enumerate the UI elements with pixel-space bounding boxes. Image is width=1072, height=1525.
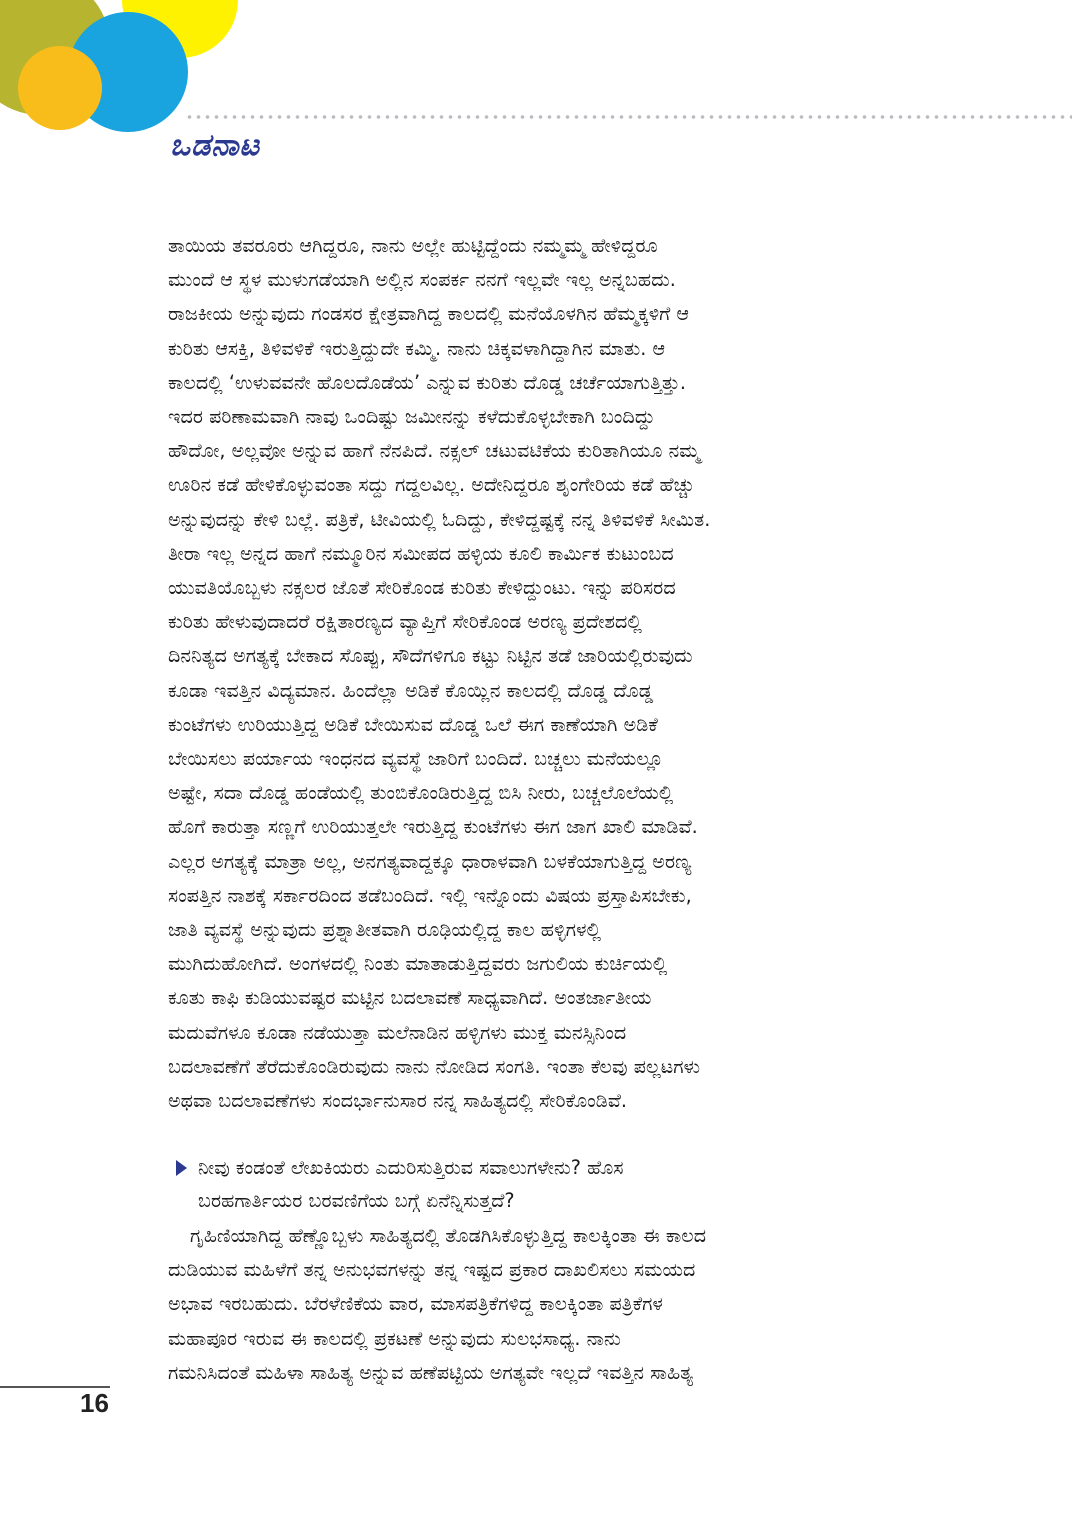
text-line: ಕಾಲದಲ್ಲಿ ‘ಉಳುವವನೇ ಹೊಲದೊಡೆಯ’ ಎನ್ನುವ ಕುರಿತು ದೊಡ್ಡ ಚರ್ಚೆಯಾಗುತ್ತಿತ್ತು. [168,370,686,394]
text-line: ಸಂಪತ್ತಿನ ನಾಶಕ್ಕೆ ಸರ್ಕಾರದಿಂದ ತಡೆಬಂದಿದೆ. ಇಲ್ಲಿ ಇನ್ನೊಂದು ವಿಷಯ ಪ್ರಸ್ತಾಪಿಸಬೇಕು, [168,883,692,907]
text-line: ಅಷ್ಟೇ, ಸದಾ ದೊಡ್ಡ ಹಂಡೆಯಲ್ಲಿ ತುಂಬಿಕೊಂಡಿರುತ್ತಿದ್ದ ಬಿಸಿ ನೀರು, ಬಚ್ಚಲೊಲೆಯಲ್ಲಿ [168,781,674,805]
text-line: ನೀವು ಕಂಡಂತೆ ಲೇಖಕಿಯರು ಎದುರಿಸುತ್ತಿರುವ ಸವಾಲುಗಳೇನು? ಹೊಸ [198,1156,624,1179]
text-line: ಬದಲಾವಣೆಗೆ ತೆರೆದುಕೊಂಡಿರುವುದು ನಾನು ನೋಡಿದ ಸಂಗತಿ. ಇಂತಾ ಕೆಲವು ಪಲ್ಲಟಗಳು [168,1054,701,1078]
text-line: ಅಭಾವ ಇರಬಹುದು. ಬೆರಳೆಣಿಕೆಯ ವಾರ, ಮಾಸಪತ್ರಿಕೆಗಳಿದ್ದ ಕಾಲಕ್ಕಿಂತಾ ಪತ್ರಿಕೆಗಳ [168,1292,663,1316]
text-line: ಗಮನಿಸಿದಂತೆ ಮಹಿಳಾ ಸಾಹಿತ್ಯ ಅನ್ನುವ ಹಣೆಪಟ್ಟಿಯ ಅಗತ್ಯವೇ ಇಲ್ಲದೆ ಇವತ್ತಿನ ಸಾಹಿತ್ಯ [168,1360,694,1384]
text-line: ಕುರಿತು ಹೇಳುವುದಾದರೆ ರಕ್ಷಿತಾರಣ್ಯದ ವ್ಯಾಪ್ತಿಗೆ ಸೇರಿಕೊಂಡ ಅರಣ್ಯ ಪ್ರದೇಶದಲ್ಲಿ [168,610,642,634]
text-line: ಜಾತಿ ವ್ಯವಸ್ಥೆ ಅನ್ನುವುದು ಪ್ರಶ್ನಾತೀತವಾಗಿ ರೂಢಿಯಲ್ಲಿದ್ದ ಕಾಲ ಹಳ್ಳಿಗಳಲ್ಲಿ [168,918,602,942]
text-line: ಯುವತಿಯೊಬ್ಬಳು ನಕ್ಸಲರ ಜೊತೆ ಸೇರಿಕೊಂಡ ಕುರಿತು ಕೇಳಿದ್ದುಂಟು. ಇನ್ನು ಪರಿಸರದ [168,576,676,600]
text-line: ಹೊಗೆ ಕಾರುತ್ತಾ ಸಣ್ಣಗೆ ಉರಿಯುತ್ತಲೇ ಇರುತ್ತಿದ್ದ ಕುಂಟೆಗಳು ಈಗ ಜಾಗ ಖಾಲಿ ಮಾಡಿವೆ. [168,815,698,839]
page-number: 16 [80,1388,109,1418]
text-line: ಗೃಹಿಣಿಯಾಗಿದ್ದ ಹೆಣ್ಣೊಬ್ಬಳು ಸಾಹಿತ್ಯದಲ್ಲಿ ತೊಡಗಿಸಿಕೊಳ್ಳುತ್ತಿದ್ದ ಕಾಲಕ್ಕಿಂತಾ ಈ ಕಾಲದ [190,1224,707,1247]
orange-circle [18,46,102,130]
text-line: ಹೌದೋ, ಅಲ್ಲವೋ ಅನ್ನುವ ಹಾಗೆ ನೆನಪಿದೆ. ನಕ್ಸಲ್ ಚಟುವಟಿಕೆಯ ಕುರಿತಾಗಿಯೂ ನಮ್ಮ [168,439,701,463]
text-line: ಕುರಿತು ಆಸಕ್ತಿ, ತಿಳಿವಳಿಕೆ ಇರುತ್ತಿದ್ದುದೇ ಕಮ್ಮಿ. ನಾನು ಚಿಕ್ಕವಳಾಗಿದ್ದಾಗಿನ ಮಾತು. ಆ [168,336,666,360]
text-line: ಇದರ ಪರಿಣಾಮವಾಗಿ ನಾವು ಒಂದಿಷ್ಟು ಜಮೀನನ್ನು ಕಳೆದುಕೊಳ್ಳಬೇಕಾಗಿ ಬಂದಿದ್ದು [168,405,656,429]
text-line: ಮದುವೆಗಳೂ ಕೂಡಾ ನಡೆಯುತ್ತಾ ಮಲೆನಾಡಿನ ಹಳ್ಳಿಗಳು ಮುಕ್ತ ಮನಸ್ಸಿನಿಂದ [168,1020,627,1044]
text-line: ರಾಜಕೀಯ ಅನ್ನುವುದು ಗಂಡಸರ ಕ್ಷೇತ್ರವಾಗಿದ್ದ ಕಾಲದಲ್ಲಿ ಮನೆಯೊಳಗಿನ ಹೆಮ್ಮಕ್ಕಳಿಗೆ ಆ [168,302,690,326]
section-title: ಒಡನಾಟ [170,128,261,163]
dotted-rule [185,114,1072,120]
text-line: ಕೂಡಾ ಇವತ್ತಿನ ವಿದ್ಯಮಾನ. ಹಿಂದೆಲ್ಲಾ ಅಡಿಕೆ ಕೊಯ್ಲಿನ ಕಾಲದಲ್ಲಿ ದೊಡ್ಡ ದೊಡ್ಡ [168,678,654,702]
text-line: ಅಥವಾ ಬದಲಾವಣೆಗಳು ಸಂದರ್ಭಾನುಸಾರ ನನ್ನ ಸಾಹಿತ್ಯದಲ್ಲಿ ಸೇರಿಕೊಂಡಿವೆ. [168,1089,628,1113]
text-line: ತಾಯಿಯ ತವರೂರು ಆಗಿದ್ದರೂ, ನಾನು ಅಲ್ಲೇ ಹುಟ್ಟಿದ್ದೆಂದು ನಮ್ಮಮ್ಮ ಹೇಳಿದ್ದರೂ [168,234,658,257]
body-paragraph [168,229,918,1118]
text-line: ಅನ್ನುವುದನ್ನು ಕೇಳಿ ಬಲ್ಲೆ. ಪತ್ರಿಕೆ, ಟೀವಿಯಲ್ಲಿ ಓದಿದ್ದು, ಕೇಳಿದ್ದಷ್ಟಕ್ಕೆ ನನ್ನ ತಿಳಿವಳಿಕೆ ಸೀಮಿತ. [168,507,711,531]
text-line: ಕುಂಟೆಗಳು ಉರಿಯುತ್ತಿದ್ದ ಅಡಿಕೆ ಬೇಯಿಸುವ ದೊಡ್ಡ ಒಲೆ ಈಗ ಕಾಣೆಯಾಗಿ ಅಡಿಕೆ [168,712,658,736]
text-line: ಬರಹಗಾರ್ತಿಯರ ಬರವಣಿಗೆಯ ಬಗ್ಗೆ ಏನೆನ್ನಿಸುತ್ತದೆ? [198,1189,515,1212]
text-line: ಊರಿನ ಕಡೆ ಹೇಳಿಕೊಳ್ಳುವಂತಾ ಸದ್ದು ಗದ್ದಲವಿಲ್ಲ. ಅದೇನಿದ್ದರೂ ಶೃಂಗೇರಿಯ ಕಡೆ ಹೆಚ್ಚು [168,473,695,497]
text-line: ಮುಗಿದುಹೋಗಿದೆ. ಅಂಗಳದಲ್ಲಿ ನಿಂತು ಮಾತಾಡುತ್ತಿದ್ದವರು ಜಗುಲಿಯ ಕುರ್ಚಿಯಲ್ಲಿ [168,952,668,976]
bullet-triangle-icon [176,1160,187,1176]
text-line: ದುಡಿಯುವ ಮಹಿಳೆಗೆ ತನ್ನ ಅನುಭವಗಳನ್ನು ತನ್ನ ಇಷ್ಟದ ಪ್ರಕಾರ ದಾಖಲಿಸಲು ಸಮಯದ [168,1258,696,1282]
text-line: ಎಲ್ಲರ ಅಗತ್ಯಕ್ಕೆ ಮಾತ್ರಾ ಅಲ್ಲ, ಅನಗತ್ಯವಾದ್ದಕ್ಕೂ ಧಾರಾಳವಾಗಿ ಬಳಕೆಯಾಗುತ್ತಿದ್ದ ಅರಣ್ಯ [168,849,692,873]
question-block [176,1151,918,1217]
text-line: ತೀರಾ ಇಲ್ಲ ಅನ್ನದ ಹಾಗೆ ನಮ್ಮೂರಿನ ಸಮೀಪದ ಹಳ್ಳಿಯ ಕೂಲಿ ಕಾರ್ಮಿಕ ಕುಟುಂಬದ [168,541,674,565]
text-line: ಬೇಯಿಸಲು ಪರ್ಯಾಯ ಇಂಧನದ ವ್ಯವಸ್ಥೆ ಜಾರಿಗೆ ಬಂದಿದೆ. ಬಚ್ಚಲು ಮನೆಯಲ್ಲೂ [168,747,664,771]
text-line: ಮಹಾಪೂರ ಇರುವ ಈ ಕಾಲದಲ್ಲಿ ಪ್ರಕಟಣೆ ಅನ್ನುವುದು ಸುಲಭಸಾಧ್ಯ. ನಾನು [168,1326,621,1350]
text-line: ಕೂತು ಕಾಫಿ ಕುಡಿಯುವಷ್ಟರ ಮಟ್ಟಿನ ಬದಲಾವಣೆ ಸಾಧ್ಯವಾಗಿದೆ. ಅಂತರ್ಜಾತೀಯ [168,986,652,1010]
text-line: ಮುಂದೆ ಆ ಸ್ಥಳ ಮುಳುಗಡೆಯಾಗಿ ಅಲ್ಲಿನ ಸಂಪರ್ಕ ನನಗೆ ಇಲ್ಲವೇ ಇಲ್ಲ ಅನ್ನಬಹದು. [168,268,676,292]
text-line: ದಿನನಿತ್ಯದ ಅಗತ್ಯಕ್ಕೆ ಬೇಕಾದ ಸೊಪ್ಪು, ಸೌದೆಗಳಿಗೂ ಕಟ್ಟು ನಿಟ್ಟಿನ ತಡೆ ಜಾರಿಯಲ್ಲಿರುವುದು [168,644,693,668]
answer-paragraph [168,1219,918,1390]
